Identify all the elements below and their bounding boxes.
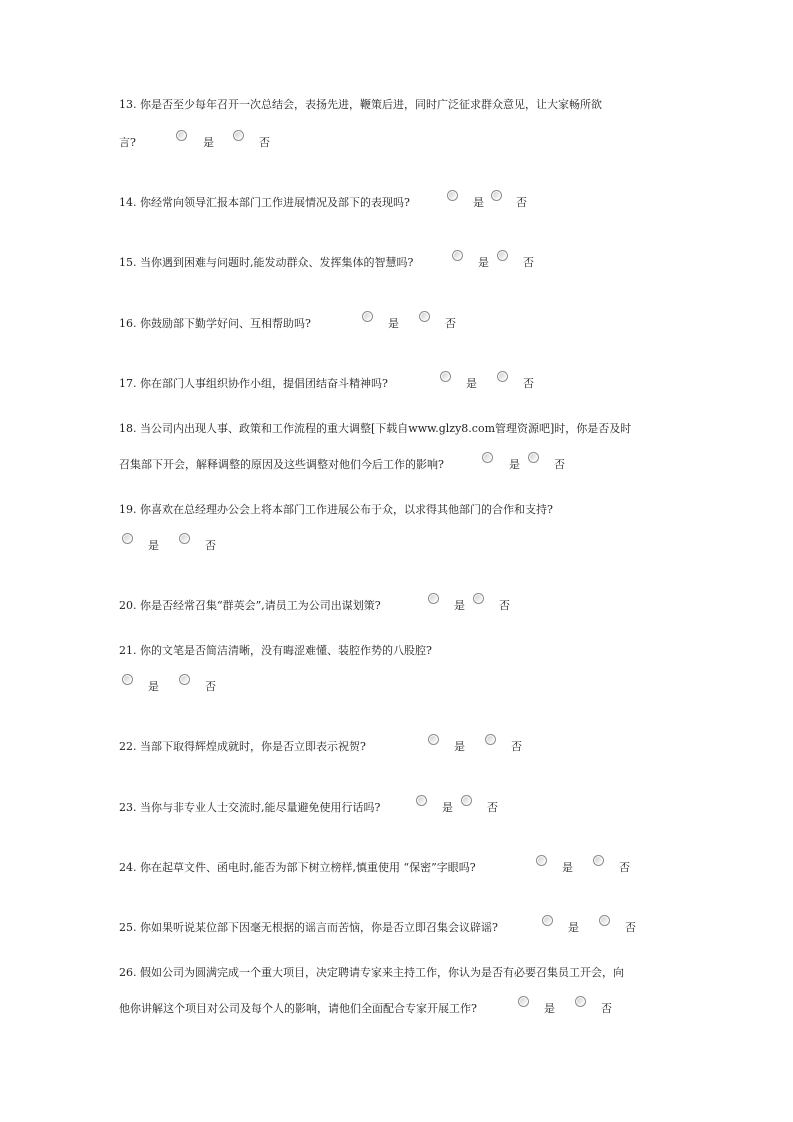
q21-yes-label: 是 [148, 680, 159, 693]
question-25: 25. 你如果听说某位部下因毫无根据的谣言而苦恼，你是否立即召集会议辟谣? [119, 921, 498, 934]
q22-no-radio[interactable] [485, 734, 496, 745]
q18-no-label: 否 [554, 458, 565, 471]
q23-yes-label: 是 [442, 801, 453, 814]
q26-yes-label: 是 [544, 1002, 555, 1015]
q26-no-label: 否 [601, 1002, 612, 1015]
q21-yes-radio[interactable] [122, 674, 133, 685]
question-17: 17. 你在部门人事组织协作小组，提倡团结奋斗精神吗? [119, 377, 388, 390]
q13-yes-radio[interactable] [176, 130, 187, 141]
q24-yes-label: 是 [562, 861, 573, 874]
question-22: 22. 当部下取得辉煌成就时，你是否立即表示祝贺? [119, 740, 366, 753]
q17-yes-radio[interactable] [440, 371, 451, 382]
q25-no-radio[interactable] [599, 915, 610, 926]
q17-yes-label: 是 [466, 377, 477, 390]
q25-no-label: 否 [625, 921, 636, 934]
q17-no-label: 否 [523, 377, 534, 390]
q15-yes-radio[interactable] [452, 250, 463, 261]
q15-no-label: 否 [523, 256, 534, 269]
q14-yes-label: 是 [473, 196, 484, 209]
q13-no-label: 否 [259, 136, 270, 149]
q19-yes-label: 是 [148, 539, 159, 552]
q15-no-radio[interactable] [497, 250, 508, 261]
q21-no-radio[interactable] [179, 674, 190, 685]
q24-no-radio[interactable] [593, 855, 604, 866]
question-18-line-1: 18. 当公司内出现人事、政策和工作流程的重大调整[下载自www.glzy8.com管理资源吧]时，你是否及时 [119, 422, 632, 435]
q23-no-label: 否 [487, 801, 498, 814]
question-21: 21. 你的文笔是否简洁清晰，没有晦涩难懂、装腔作势的八股腔? [119, 644, 432, 657]
q16-no-radio[interactable] [419, 311, 430, 322]
question-13-line-1: 13. 你是否至少每年召开一次总结会，表扬先进，鞭策后进，同时广泛征求群众意见，让大家畅所欲 [119, 98, 602, 111]
q20-yes-label: 是 [454, 599, 465, 612]
question-23: 23. 当你与非专业人士交流时,能尽量避免使用行话吗? [119, 801, 381, 814]
q26-yes-radio[interactable] [518, 996, 529, 1007]
q13-no-radio[interactable] [233, 130, 244, 141]
q19-no-label: 否 [205, 539, 216, 552]
q25-yes-label: 是 [568, 921, 579, 934]
q26-no-radio[interactable] [575, 996, 586, 1007]
question-20: 20. 你是否经常召集“群英会”,请员工为公司出谋划策? [119, 599, 381, 612]
q20-no-label: 否 [499, 599, 510, 612]
q16-yes-label: 是 [388, 317, 399, 330]
q13-yes-label: 是 [203, 136, 214, 149]
q20-yes-radio[interactable] [428, 593, 439, 604]
question-19: 19. 你喜欢在总经理办公会上将本部门工作进展公布于众，以求得其他部门的合作和支持? [119, 503, 553, 516]
question-26-line-2: 他你讲解这个项目对公司及每个人的影响，请他们全面配合专家开展工作? [119, 1002, 477, 1015]
q19-no-radio[interactable] [179, 533, 190, 544]
question-24: 24. 你在起草文件、函电时,能否为部下树立榜样,慎重使用 “保密”字眼吗? [119, 861, 476, 874]
question-26-line-1: 26. 假如公司为圆满完成一个重大项目，决定聘请专家来主持工作，你认为是否有必要召集员工开会，向 [119, 966, 624, 979]
q16-no-label: 否 [445, 317, 456, 330]
q23-yes-radio[interactable] [416, 795, 427, 806]
q14-yes-radio[interactable] [447, 190, 458, 201]
q18-yes-label: 是 [509, 458, 520, 471]
question-15: 15. 当你遇到困难与问题时,能发动群众、发挥集体的智慧吗? [119, 256, 414, 269]
q18-no-radio[interactable] [528, 452, 539, 463]
question-16: 16. 你鼓励部下勤学好问、互相帮助吗? [119, 317, 311, 330]
q21-no-label: 否 [205, 680, 216, 693]
question-14: 14. 你经常向领导汇报本部门工作进展情况及部下的表现吗? [119, 196, 410, 209]
q19-yes-radio[interactable] [122, 533, 133, 544]
q15-yes-label: 是 [478, 256, 489, 269]
q16-yes-radio[interactable] [362, 311, 373, 322]
q17-no-radio[interactable] [497, 371, 508, 382]
q22-no-label: 否 [511, 740, 522, 753]
q14-no-label: 否 [516, 196, 527, 209]
q14-no-radio[interactable] [491, 190, 502, 201]
q25-yes-radio[interactable] [542, 915, 553, 926]
q23-no-radio[interactable] [461, 795, 472, 806]
q24-yes-radio[interactable] [536, 855, 547, 866]
q24-no-label: 否 [619, 861, 630, 874]
q22-yes-radio[interactable] [428, 734, 439, 745]
question-13-line-2: 言? [119, 136, 136, 149]
q22-yes-label: 是 [454, 740, 465, 753]
q18-yes-radio[interactable] [482, 452, 493, 463]
q20-no-radio[interactable] [473, 593, 484, 604]
question-18-line-2: 召集部下开会，解释调整的原因及这些调整对他们今后工作的影响? [119, 458, 444, 471]
